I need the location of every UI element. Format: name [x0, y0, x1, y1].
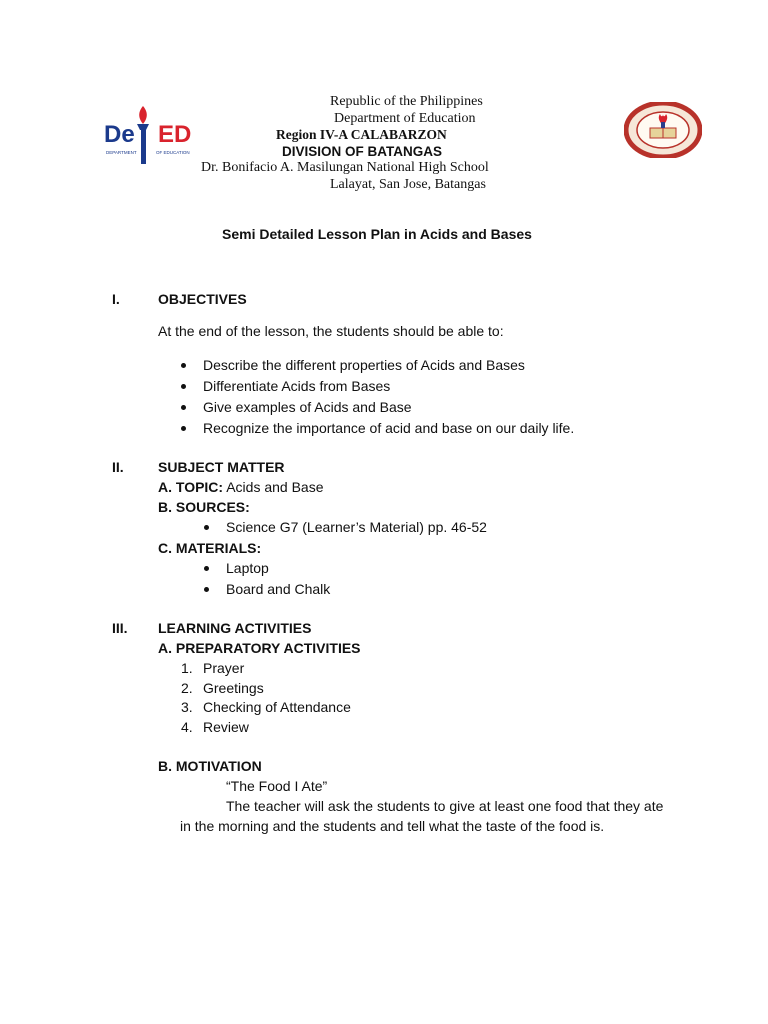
preparatory-item: Review — [203, 719, 249, 735]
bullet-icon — [181, 363, 186, 368]
learning-activities-number: III. — [112, 620, 128, 636]
motivation-text-line1: The teacher will ask the students to give at least one food that they ate — [226, 798, 664, 814]
preparatory-number: 1. — [181, 660, 193, 676]
material-item: Laptop — [226, 560, 269, 576]
learning-activities-heading: LEARNING ACTIVITIES — [158, 620, 312, 636]
bullet-icon — [204, 525, 209, 530]
document-title: Semi Detailed Lesson Plan in Acids and Bases — [222, 226, 532, 242]
svg-text:De: De — [104, 121, 135, 148]
bullet-icon — [181, 405, 186, 410]
address-line: Lalayat, San Jose, Batangas — [330, 177, 486, 192]
preparatory-number: 4. — [181, 719, 193, 735]
region-line: Region IV-A CALABARZON — [276, 127, 447, 142]
preparatory-item: Greetings — [203, 680, 264, 696]
svg-text:DEPARTMENT: DEPARTMENT — [106, 150, 137, 155]
objective-item: Give examples of Acids and Base — [203, 399, 412, 415]
preparatory-item: Checking of Attendance — [203, 699, 351, 715]
sources-label: B. SOURCES: — [158, 499, 250, 515]
topic-value: Acids and Base — [226, 479, 324, 495]
bullet-icon — [181, 384, 186, 389]
department-line: Department of Education — [334, 111, 476, 126]
bullet-icon — [204, 587, 209, 592]
objective-item: Describe the different properties of Acids and Bases — [203, 357, 525, 373]
school-line: Dr. Bonifacio A. Masilungan National High School — [201, 160, 489, 175]
materials-label: C. MATERIALS: — [158, 540, 262, 556]
school-seal-icon — [624, 102, 702, 158]
bullet-icon — [181, 426, 186, 431]
objectives-number: I. — [112, 291, 120, 307]
motivation-label: B. MOTIVATION — [158, 758, 262, 774]
objective-item: Differentiate Acids from Bases — [203, 378, 391, 394]
preparatory-number: 3. — [181, 699, 193, 715]
svg-text:ED: ED — [158, 121, 192, 148]
school-seal — [624, 102, 702, 158]
bullet-icon — [204, 566, 209, 571]
topic-line — [158, 479, 324, 495]
preparatory-label: A. PREPARATORY ACTIVITIES — [158, 640, 361, 656]
motivation-text-line2: in the morning and the students and tell what the taste of the food is. — [180, 818, 605, 834]
subject-matter-number: II. — [112, 459, 124, 475]
source-item: Science G7 (Learner’s Material) pp. 46-52 — [226, 519, 487, 535]
svg-text:OF EDUCATION: OF EDUCATION — [156, 150, 190, 155]
preparatory-item: Prayer — [203, 660, 245, 676]
objectives-heading: OBJECTIVES — [158, 291, 247, 307]
objective-item: Recognize the importance of acid and base on our daily life. — [203, 420, 575, 436]
subject-matter-heading: SUBJECT MATTER — [158, 459, 285, 475]
topic-label: A. TOPIC: — [158, 479, 224, 495]
republic-line: Republic of the Philippines — [330, 94, 483, 109]
deped-logo — [104, 104, 196, 166]
deped-torch-icon — [104, 104, 196, 166]
material-item: Board and Chalk — [226, 581, 331, 597]
motivation-title: “The Food I Ate” — [226, 778, 328, 794]
objectives-intro: At the end of the lesson, the students should be able to: — [158, 323, 504, 339]
preparatory-number: 2. — [181, 680, 193, 696]
division-line: DIVISION OF BATANGAS — [282, 144, 443, 159]
